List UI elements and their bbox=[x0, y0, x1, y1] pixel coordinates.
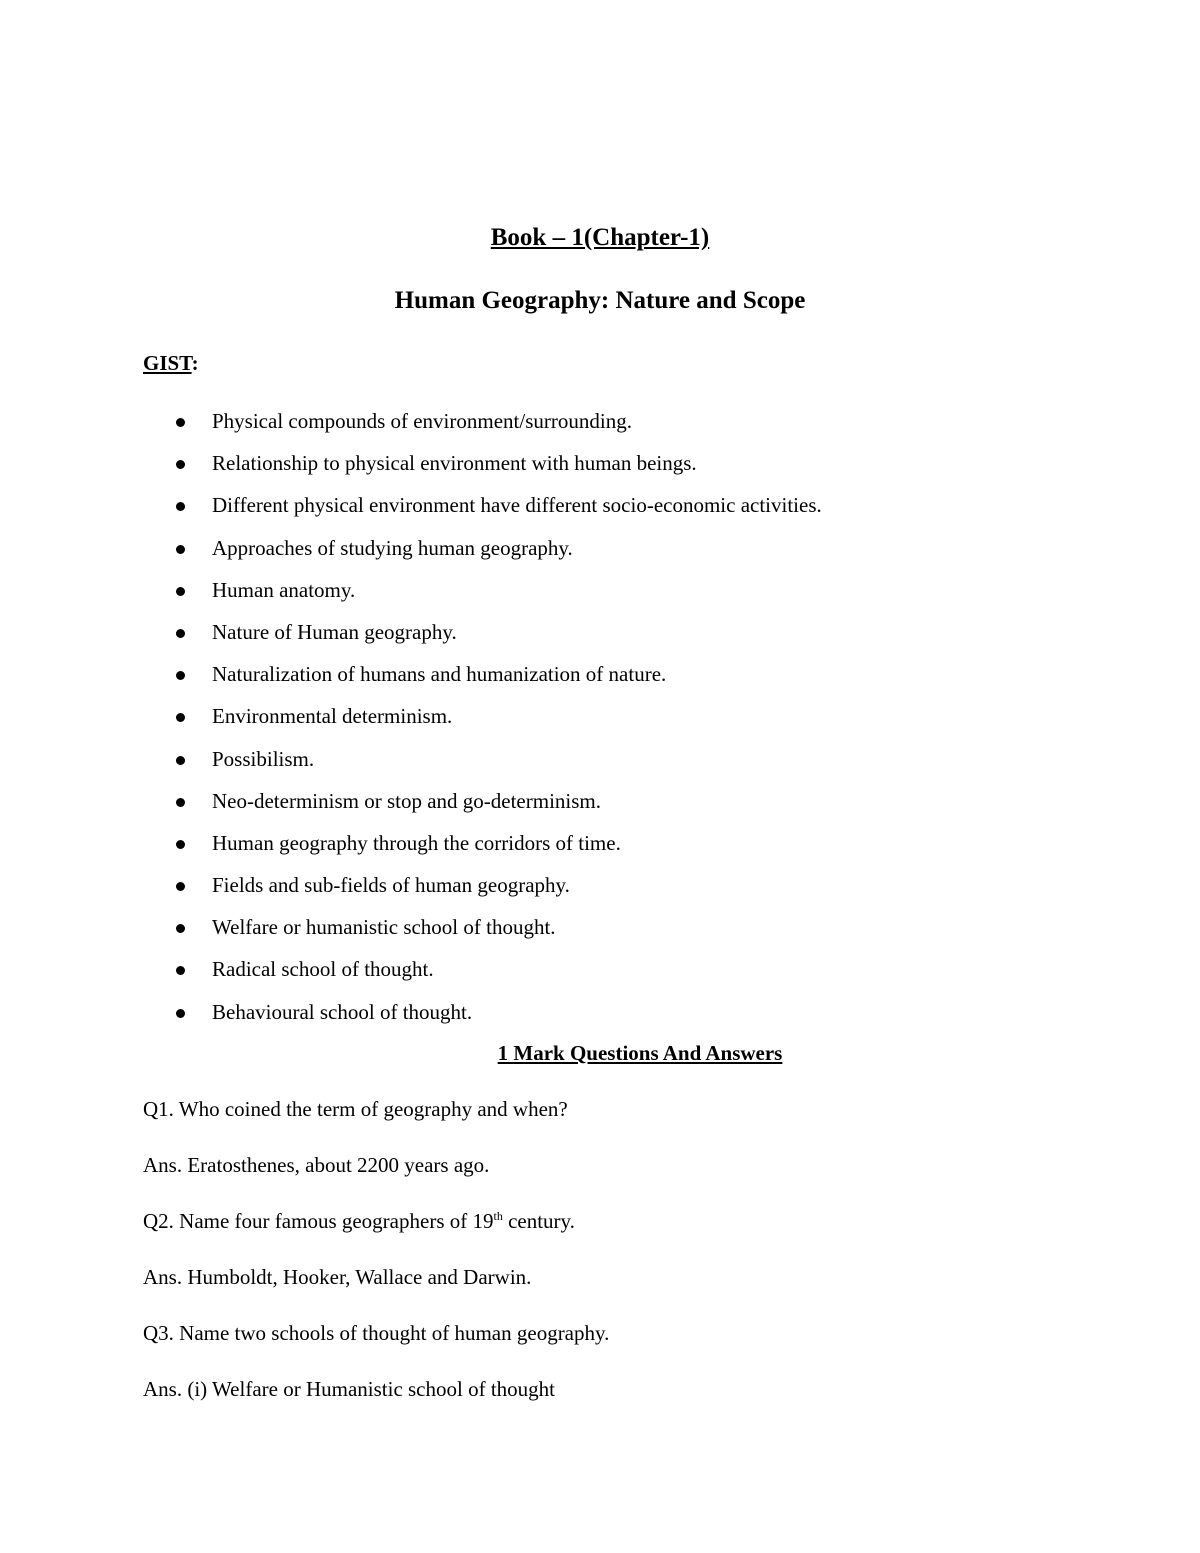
question-2-text-end: century. bbox=[502, 1209, 575, 1233]
bullet-icon bbox=[176, 502, 185, 511]
gist-item-text: Approaches of studying human geography. bbox=[212, 535, 573, 560]
gist-item-text: Nature of Human geography. bbox=[212, 619, 457, 644]
gist-item bbox=[0, 574, 1200, 616]
bullet-icon bbox=[176, 924, 185, 933]
gist-item-text: Radical school of thought. bbox=[212, 957, 434, 982]
bullet-icon bbox=[176, 840, 185, 849]
bullet-icon bbox=[176, 966, 185, 975]
gist-item-text: Human geography through the corridors of time. bbox=[212, 830, 621, 855]
bullet-icon bbox=[176, 460, 185, 469]
gist-item bbox=[0, 405, 1200, 447]
bullet-icon bbox=[176, 629, 185, 638]
bullet-icon bbox=[176, 545, 185, 554]
gist-item-text: Different physical environment have different socio-economic activities. bbox=[212, 493, 822, 518]
gist-item bbox=[0, 489, 1200, 531]
gist-item bbox=[0, 911, 1200, 953]
gist-item-text: Environmental determinism. bbox=[212, 704, 453, 729]
gist-item-text: Neo-determinism or stop and go-determinism. bbox=[212, 788, 602, 813]
gist-label-text: GIST bbox=[143, 351, 192, 375]
gist-item-text: Possibilism. bbox=[212, 746, 315, 771]
gist-item bbox=[0, 743, 1200, 785]
gist-item-text: Physical compounds of environment/surrounding. bbox=[212, 409, 632, 433]
bullet-icon bbox=[176, 882, 185, 891]
gist-item bbox=[0, 827, 1200, 869]
gist-item bbox=[0, 953, 1200, 995]
question-1: Q1. Who coined the term of geography and when? bbox=[143, 1097, 568, 1121]
answer-3: Ans. (i) Welfare or Humanistic school of thought bbox=[143, 1377, 556, 1401]
gist-list bbox=[0, 405, 1200, 1038]
question-2-superscript: th bbox=[493, 1209, 503, 1223]
section-title-text: 1 Mark Questions And Answers bbox=[497, 1041, 783, 1065]
chapter-title: Human Geography: Nature and Scope bbox=[394, 287, 806, 314]
question-2-text: Q2. Name four famous geographers of 19 bbox=[143, 1209, 494, 1233]
gist-item-text: Fields and sub-fields of human geography. bbox=[212, 873, 570, 898]
bullet-icon bbox=[176, 587, 185, 596]
gist-item bbox=[0, 532, 1200, 574]
gist-item-text: Welfare or humanistic school of thought. bbox=[212, 915, 556, 940]
section-title bbox=[0, 1038, 1200, 1068]
answer-1: Ans. Eratosthenes, about 2200 years ago. bbox=[143, 1153, 490, 1177]
gist-item-text: Relationship to physical environment with human beings. bbox=[212, 451, 697, 476]
question-3: Q3. Name two schools of thought of human geography. bbox=[143, 1321, 610, 1345]
bullet-icon bbox=[176, 418, 185, 427]
book-title bbox=[0, 223, 1200, 253]
gist-item bbox=[0, 658, 1200, 700]
question-2 bbox=[143, 1206, 575, 1236]
bullet-icon bbox=[176, 798, 185, 807]
gist-item bbox=[0, 700, 1200, 742]
gist-item-text: Naturalization of humans and humanization of nature. bbox=[212, 662, 667, 687]
gist-label-colon: : bbox=[191, 351, 199, 375]
gist-item bbox=[0, 869, 1200, 911]
gist-item bbox=[0, 616, 1200, 658]
gist-item bbox=[0, 785, 1200, 827]
book-title-text: Book – 1(Chapter-1) bbox=[490, 224, 710, 251]
bullet-icon bbox=[176, 1009, 185, 1018]
gist-item bbox=[0, 447, 1200, 489]
answer-2: Ans. Humboldt, Hooker, Wallace and Darwin. bbox=[143, 1265, 532, 1289]
bullet-icon bbox=[176, 713, 185, 722]
bullet-icon bbox=[176, 756, 185, 765]
gist-item-text: Behavioural school of thought. bbox=[212, 999, 473, 1024]
gist-label bbox=[143, 350, 199, 376]
gist-item bbox=[0, 996, 1200, 1038]
gist-item-text: Human anatomy. bbox=[212, 577, 356, 602]
bullet-icon bbox=[176, 671, 185, 680]
